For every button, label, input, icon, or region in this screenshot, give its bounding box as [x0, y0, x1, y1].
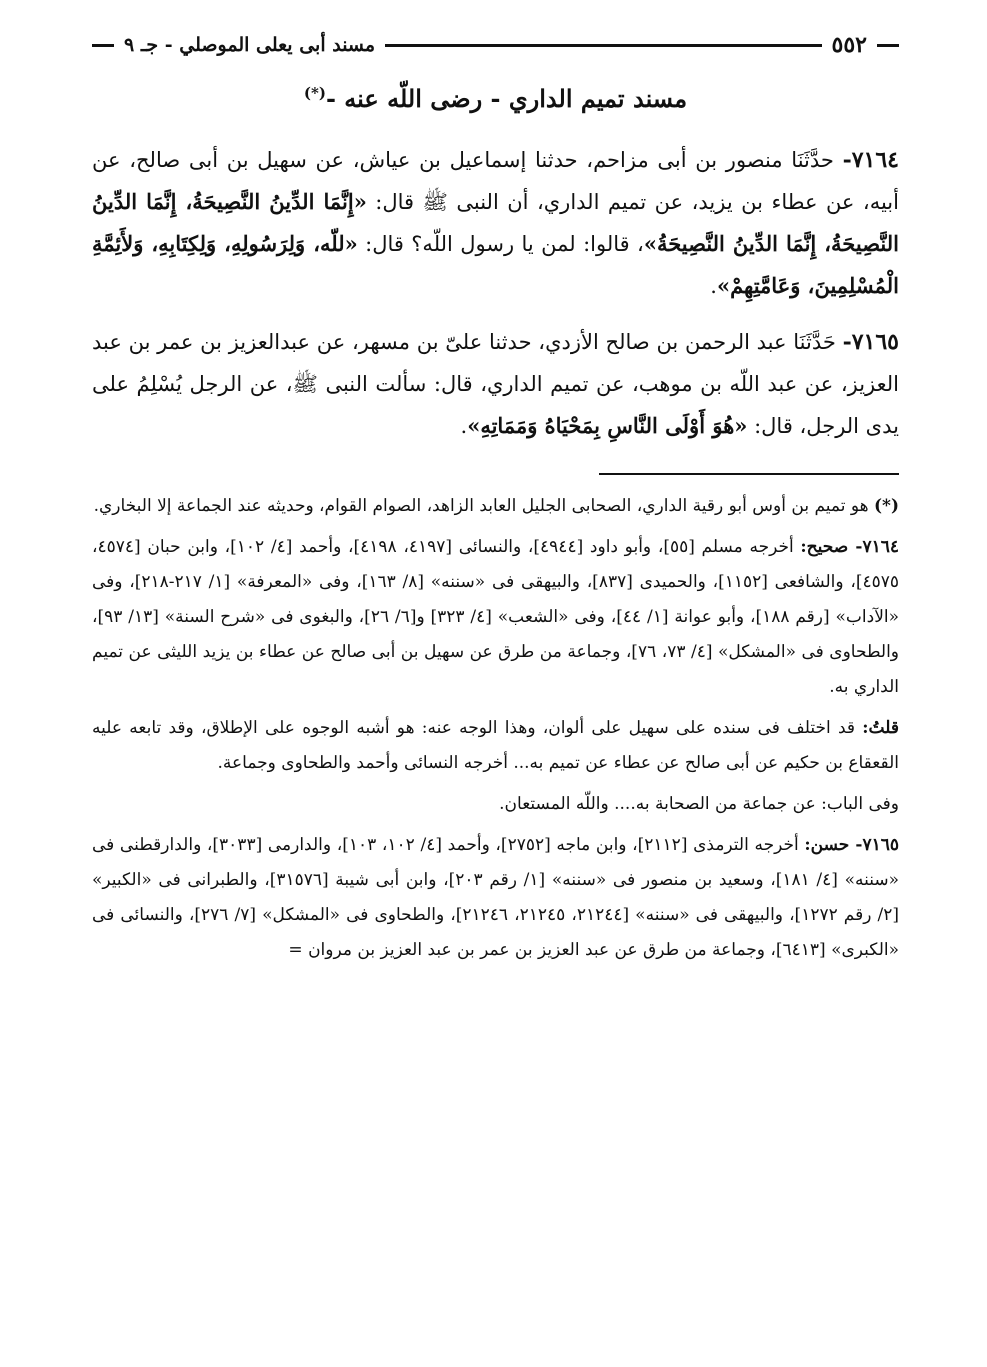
hadith-7164: [92, 139, 899, 307]
hadith-matn: «هُوَ أَوْلَى النَّاسِ بِمَحْيَاهُ وَمَمَاتِهِ»: [467, 413, 748, 438]
header-dash: [92, 44, 114, 47]
running-header: [92, 28, 899, 62]
hadith-middle: ، قالوا: لمن يا رسول اللّه؟ قال:: [357, 232, 644, 256]
hadith-end: .: [460, 414, 468, 438]
footnote-text: أخرجه مسلم [٥٥]، وأبو داود [٤٩٤٤]، والنسائى [٤١٩٧، ٤١٩٨]، وأحمد [٤/ ١٠٢]، وابن حبان [٤٥٧٤، ٤٥٧٥]، والشافعى [١١٥٢]، والحميدى [٨٣٧]، والبيهقى فى «سننه» [٨/ ١٦٣]، وفى «المعرفة» [١/ ٢١٧-٢١٨]، وفى «الآداب» [رقم ١٨٨]، وأبو عوانة [١/ ٤٤]، وفى «الشعب» [٤/ ٣٢٣] و[٦/ ٢٦]، والبغوى فى «شرح السنة» [١٣/ ٩٣]، والطحاوى فى «المشكل» [٤/ ٧٣، ٧٦]، وجماعة من طرق عن سهيل بن أبى صالح عن عطاء بن يزيد الليثى عن تميم الداري به.: [92, 537, 900, 697]
footnote-star: [92, 489, 899, 524]
footnote-label: (*): [874, 496, 899, 516]
footnotes: [92, 489, 899, 968]
footnote-text: قد اختلف فى سنده على سهيل على ألوان، وهذا الوجه عنه: هو أشبه الوجوه على الإطلاق، وقد تابعه عليه القعقاع بن حكيم عن أبى صالح عن عطاء عن تميم به... أخرجه النسائى وأحمد والطحاوى وجماعة.: [92, 718, 899, 773]
hadith-matn: «إِنَّمَا الدِّينُ النَّصِيحَةُ، إِنَّمَا الدِّينُ النَّصِيحَةُ، إِنَّمَا الدِّينُ النَّصِيحَةُ»: [92, 189, 899, 256]
footnote-text: وفى الباب: عن جماعة من الصحابة به.... واللّه المستعان.: [499, 794, 899, 814]
hadith-number: ٧١٦٤-: [842, 147, 899, 173]
hadith-number: ٧١٦٥-: [842, 329, 899, 355]
section-title-marker: (*): [303, 84, 326, 102]
footnote-qult: [92, 711, 899, 781]
footnote-7165: [92, 828, 899, 968]
footnote-7164: [92, 530, 899, 705]
header-rule: [385, 44, 821, 47]
section-title-text: مسند تميم الداري - رضى اللّه عنه -: [325, 84, 688, 113]
hadith-matn: «للّه، وَلِرَسُولِهِ، وَلِكِتَابِهِ، وَلأَئِمَّةِ الْمُسْلِمِينَ، وَعَامَّتِهِمْ»: [92, 231, 899, 298]
hadith-isnad: حَدَّثَنَا عبد الرحمن بن صالح الأزدي، حدثنا علىّ بن مسهر، عن عبدالعزيز بن عمر بن عبد العزيز، عن عبد اللّه بن موهب، عن تميم الداري، قال: سألت النبى ﷺ، عن الرجل يُسْلِمُ على يدى الرجل، قال:: [92, 330, 899, 438]
header-dash: [877, 44, 899, 47]
footnote-label: قلتُ:: [862, 718, 900, 738]
hadith-7165: [92, 321, 899, 447]
hadith-isnad: حدَّثَنَا منصور بن أبى مزاحم، حدثنا إسماعيل بن عياش، عن سهيل بن أبى صالح، عن أبيه، عن عطاء بن يزيد، عن تميم الداري، أن النبى ﷺ قال:: [92, 148, 899, 214]
footnote-separator: [599, 473, 899, 475]
footnote-text: أخرجه الترمذى [٢١١٢]، وابن ماجه [٢٧٥٢]، وأحمد [٤/ ١٠٢، ١٠٣]، والدارمى [٣٠٣٣]، والدارقطنى فى «سننه» [٤/ ١٨١]، وسعيد بن منصور فى «سننه» [١/ رقم ٢٠٣]، وابن أبى شيبة [٣١٥٧٦]، والطبرانى فى «الكبير» [٢/ رقم ١٢٧٢]، والبيهقى فى «سننه» [٢١٢٤٤، ٢١٢٤٥، ٢١٢٤٦]، والطحاوى فى «المشكل» [٧/ ٢٧٦]، والنسائى فى «الكبرى» [٦٤١٣]، وجماعة من طرق عن عبد العزيز بن عمر بن عبد العزيز بن مروان =: [92, 835, 900, 960]
footnote-text: هو تميم بن أوس أبو رقية الداري، الصحابى الجليل العابد الزاهد، الصوام القوام، وحديثه عند الجماعة إلا البخاري.: [93, 496, 869, 516]
book-title: مسند أبى يعلى الموصلي - جـ ٩: [124, 34, 376, 56]
footnote-label: ٧١٦٥- حسن:: [804, 835, 899, 855]
footnote-bab: [92, 787, 899, 822]
footnote-label: ٧١٦٤- صحيح:: [800, 537, 899, 557]
hadith-end: .: [710, 274, 717, 298]
page-number: ٥٥٢: [831, 32, 867, 58]
section-title: [92, 84, 899, 113]
